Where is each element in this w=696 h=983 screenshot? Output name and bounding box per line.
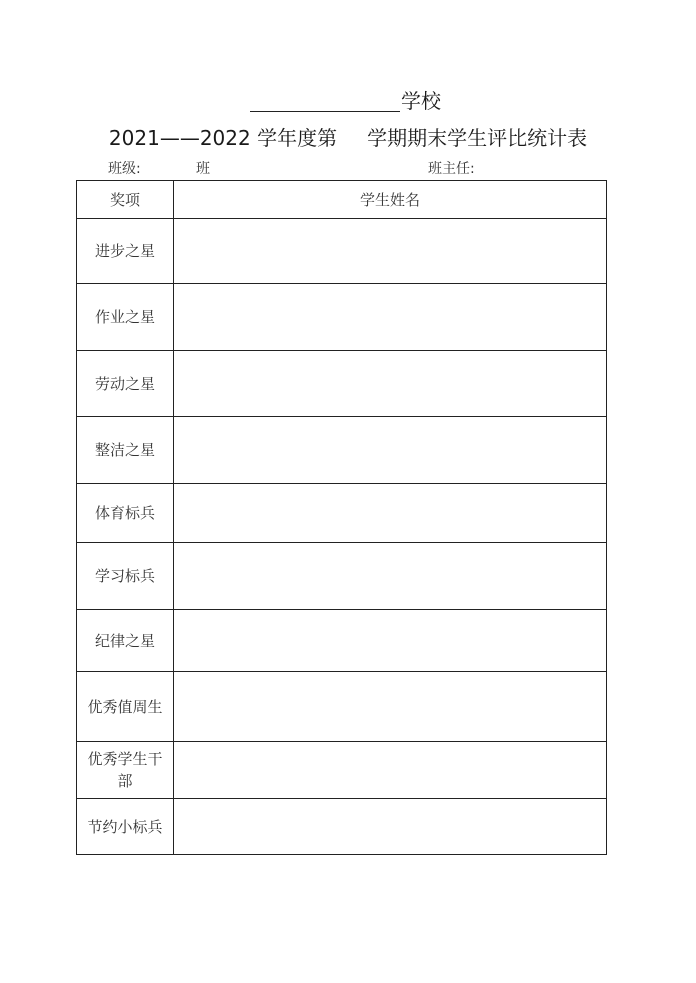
table-row: [77, 799, 607, 855]
award-name: 优秀值周生: [77, 672, 174, 742]
table-row: [77, 417, 607, 484]
table-row: [77, 219, 607, 284]
award-name: 整洁之星: [77, 417, 174, 484]
student-names-cell[interactable]: [174, 417, 607, 484]
award-name: 劳动之星: [77, 351, 174, 417]
page-title: [0, 124, 696, 152]
table-row: [77, 284, 607, 351]
award-name: 体育标兵: [77, 484, 174, 543]
award-name: 进步之星: [77, 219, 174, 284]
award-name: 节约小标兵: [77, 799, 174, 855]
student-names-cell[interactable]: [174, 284, 607, 351]
class-label: 班级:: [108, 161, 141, 177]
table-row: [77, 484, 607, 543]
table-row: [77, 543, 607, 610]
teacher-label: 班主任:: [428, 161, 475, 177]
student-names-cell[interactable]: [174, 742, 607, 799]
award-table: [76, 180, 607, 855]
student-names-cell[interactable]: [174, 484, 607, 543]
title-form-part: 学期期末学生评比统计表: [367, 126, 588, 150]
header-student-names: 学生姓名: [174, 181, 607, 219]
student-names-cell[interactable]: [174, 351, 607, 417]
class-unit: 班: [196, 161, 210, 177]
table-row: [77, 351, 607, 417]
student-names-cell[interactable]: [174, 610, 607, 672]
award-name: 作业之星: [77, 284, 174, 351]
title-year-part: 2021——2022 学年度第: [108, 126, 338, 150]
award-name: 纪律之星: [77, 610, 174, 672]
header-award: 奖项: [77, 181, 174, 219]
student-names-cell[interactable]: [174, 799, 607, 855]
table-row: [77, 610, 607, 672]
school-name-blank[interactable]: [250, 91, 400, 112]
school-name-line: [250, 84, 441, 112]
student-names-cell[interactable]: [174, 672, 607, 742]
school-suffix: 学校: [401, 89, 441, 113]
award-name: 学习标兵: [77, 543, 174, 610]
award-name: 优秀学生干部: [77, 742, 174, 799]
table-header-row: [77, 181, 607, 219]
table-row: [77, 672, 607, 742]
table-row: [77, 742, 607, 799]
student-names-cell[interactable]: [174, 219, 607, 284]
student-names-cell[interactable]: [174, 543, 607, 610]
